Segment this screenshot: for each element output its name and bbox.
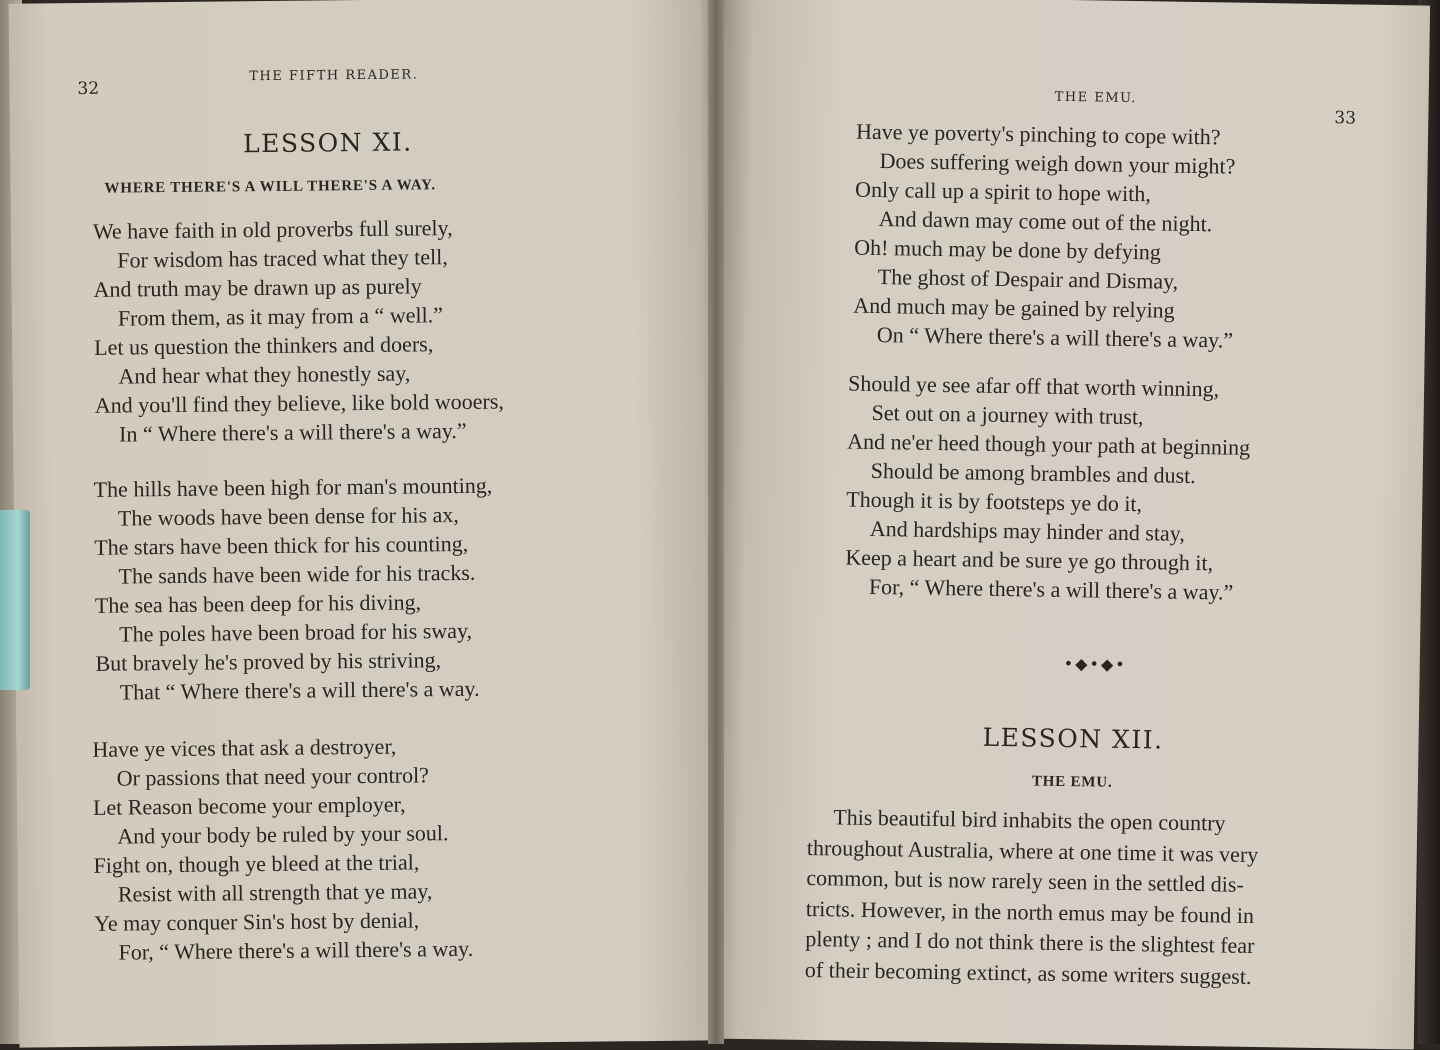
verse-line: Does suffering weigh down your might?: [879, 148, 1236, 179]
lesson-xii-title: LESSON XII.: [982, 722, 1164, 755]
verse-line: And hear what they honestly say,: [118, 360, 411, 389]
right-page: [708, 0, 1430, 1050]
verse-line: And your body be ruled by your soul.: [117, 820, 449, 849]
verse-line: For, “ Where there's a will there's a way.: [118, 935, 474, 965]
left-page: [9, 0, 722, 1048]
lesson-xi-title: LESSON XI.: [242, 127, 413, 159]
paragraph-line: plenty ; and I do not think there is the slightest fear: [805, 925, 1255, 959]
verse-line: Set out on a journey with trust,: [871, 399, 1144, 430]
verse-line: The hills have been high for man's mounting,: [93, 472, 493, 502]
lesson-xii-subtitle: THE EMU.: [1031, 773, 1113, 791]
verse-line: The stars have been thick for his counting,: [94, 530, 469, 560]
verse-line: Though it is by footsteps ye do it,: [846, 486, 1143, 517]
verse-line: The poles have been broad for his sway,: [119, 617, 473, 647]
verse-line: Ye may conquer Sin's host by denial,: [94, 907, 420, 936]
verse-line: Should be among brambles and dust.: [870, 457, 1196, 489]
paragraph-line: This beautiful bird inhabits the open country: [833, 804, 1226, 836]
verse-line: The sea has been deep for his diving,: [94, 589, 422, 618]
verse-line: For wisdom has traced what they tell,: [117, 244, 448, 273]
verse-line: The ghost of Despair and Dismay,: [877, 264, 1179, 294]
verse-line: We have faith in old proverbs full surely,: [92, 215, 453, 244]
verse-line: Have ye poverty's pinching to cope with?: [855, 118, 1221, 150]
verse-line: Resist with all strength that ye may,: [117, 878, 433, 907]
paragraph-line: throughout Australia, where at one time it was very: [806, 834, 1259, 867]
verse-line: Keep a heart and be sure ye go through it,: [845, 544, 1214, 576]
book-spine-gutter: [708, 0, 724, 1044]
lesson-xi-subtitle: WHERE THERE'S A WILL THERE'S A WAY.: [104, 177, 436, 197]
verse-line: And truth may be drawn up as purely: [93, 273, 422, 302]
left-running-head: THE FIFTH READER.: [249, 67, 419, 85]
verse-line: The sands have been wide for his tracks.: [118, 559, 476, 589]
verse-line: For, “ Where there's a will there's a way.”: [868, 573, 1234, 605]
emu-paragraph: [805, 802, 1368, 994]
right-page-number: 33: [1334, 108, 1357, 129]
poem-stanza-3: [92, 731, 473, 967]
verse-line: From them, as it may from a “ well.”: [117, 302, 444, 331]
verse-line: And ne'er heed though your path at beginning: [847, 428, 1251, 460]
verse-line: And hardships may hinder and stay,: [869, 515, 1186, 546]
verse-line: In “ Where there's a will there's a way.”: [118, 417, 467, 447]
verse-line: That “ Where there's a will there's a way.: [119, 675, 480, 705]
verse-line: Let Reason become your employer,: [92, 791, 406, 820]
poem-stanza-5: [845, 369, 1252, 607]
verse-line: Oh! much may be done by defying: [854, 234, 1162, 265]
right-running-head: THE EMU.: [1054, 89, 1138, 107]
paragraph-line: common, but is now rarely seen in the settled dis-: [806, 864, 1244, 897]
verse-line: Or passions that need your control?: [116, 762, 430, 791]
poem-stanza-4: [853, 117, 1237, 355]
poem-stanza-1: [93, 213, 504, 449]
verse-line: The woods have been dense for his ax,: [117, 502, 459, 531]
paragraph-line: of their becoming extinct, as some writers suggest.: [804, 956, 1252, 989]
verse-line: Fight on, though ye bleed at the trial,: [93, 849, 420, 878]
verse-line: On “ Where there's a will there's a way.”: [876, 322, 1234, 353]
verse-line: And much may be gained by relying: [853, 292, 1175, 323]
bookmark-tab: [0, 510, 30, 690]
left-page-number: 32: [77, 78, 100, 99]
paragraph-line: tricts. However, in the north emus may be found in: [805, 895, 1255, 928]
verse-line: Only call up a spirit to hope with,: [854, 176, 1152, 207]
verse-line: But bravely he's proved by his striving,: [95, 647, 442, 676]
poem-stanza-2: [94, 471, 495, 707]
verse-line: Let us question the thinkers and doers,: [94, 331, 434, 360]
verse-line: Have ye vices that ask a destroyer,: [92, 733, 397, 762]
verse-line: Should ye see afar off that worth winning,: [847, 370, 1220, 402]
verse-line: And you'll find they believe, like bold wooers,: [94, 388, 504, 418]
section-ornament: •◆•◆•: [1063, 653, 1127, 674]
verse-line: And dawn may come out of the night.: [878, 206, 1213, 237]
